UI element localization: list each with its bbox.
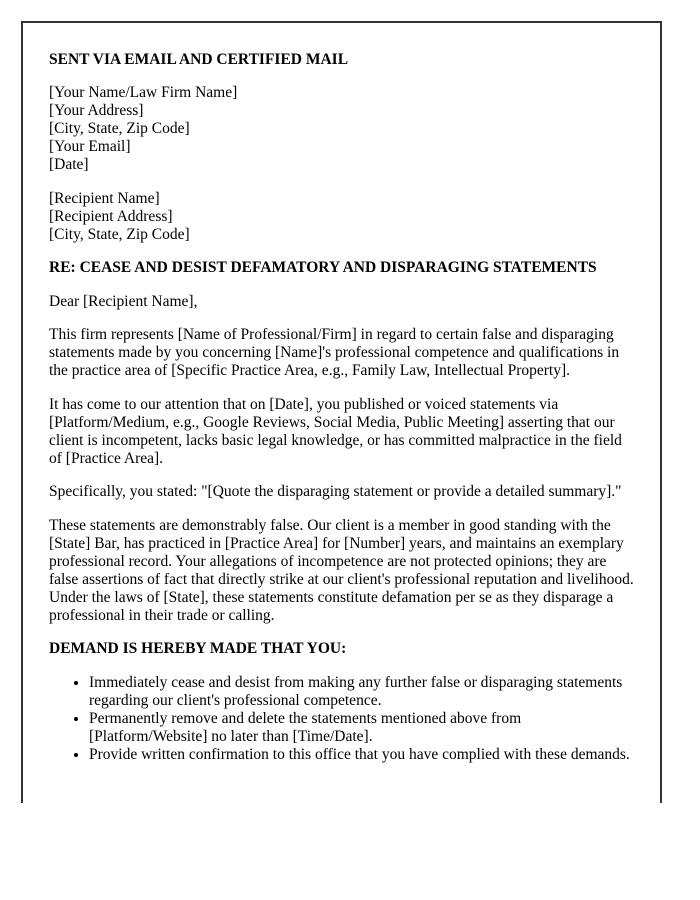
- sender-address-line: [Your Address]: [49, 102, 144, 119]
- recipient-address-line: [Recipient Address]: [49, 207, 173, 225]
- letter-document: [21, 21, 662, 803]
- sender-city-state-zip-line: [City, State, Zip Code]: [49, 120, 190, 137]
- recipient-name-line: [Recipient Name]: [49, 189, 160, 207]
- demand-list: [49, 674, 634, 764]
- demand-item-written-confirmation: • Provide written confirmation to this office that you have complied with these demands.: [89, 746, 634, 764]
- subject-line: RE: CEASE AND DESIST DEFAMATORY AND DISPARAGING STATEMENTS: [49, 259, 597, 276]
- sender-address-block: [49, 84, 634, 174]
- recipient-address-block: [49, 190, 634, 244]
- demand-item-cease-statements: • Immediately cease and desist from making any further false or disparaging statements regarding our client's professional competence.: [89, 674, 634, 710]
- delivery-method-line: SENT VIA EMAIL AND CERTIFIED MAIL: [49, 50, 349, 68]
- salutation: Dear [Recipient Name],: [49, 292, 198, 310]
- recipient-city-state-zip-line: [City, State, Zip Code]: [49, 225, 190, 243]
- sender-email-line: [Your Email]: [49, 138, 131, 155]
- sender-name-line: [Your Name/Law Firm Name]: [49, 84, 238, 101]
- paragraph-falsity-and-defamation: These statements are demonstrably false. Our client is a member in good standing with the [State] Bar, has practiced in [Practice Area] for [Number] years, and maintains an exemplary professional record. Your allegations of incompetence are not protected opinions; they are false assertions of fact that directly strike at our client's professional reputation and livelihood. Under the laws of [State], these statements constitute defamation per se as they disparage a professional in their trade or calling.: [49, 516, 634, 624]
- paragraph-statements-published: It has come to our attention that on [Date], you published or voiced statements via [Platform/Medium, e.g., Google Reviews, Social Media, Public Meeting] asserting that our client is incompetent, lacks basic legal knowledge, or has committed malpractice in the field of [Practice Area].: [49, 395, 622, 467]
- demand-heading: DEMAND IS HEREBY MADE THAT YOU:: [49, 640, 347, 657]
- demand-item-remove-statements: • Permanently remove and delete the statements mentioned above from [Platform/Website] no later than [Time/Date].: [89, 710, 634, 746]
- paragraph-representation: This firm represents [Name of Professional/Firm] in regard to certain false and disparaging statements made by you concerning [Name]'s professional competence and qualifications in the practice area of [Specific Practice Area, e.g., Family Law, Intellectual Property].: [49, 326, 620, 379]
- letter-date-line: [Date]: [49, 156, 89, 173]
- paragraph-quoted-statement: Specifically, you stated: "[Quote the disparaging statement or provide a detailed summary].": [49, 483, 622, 500]
